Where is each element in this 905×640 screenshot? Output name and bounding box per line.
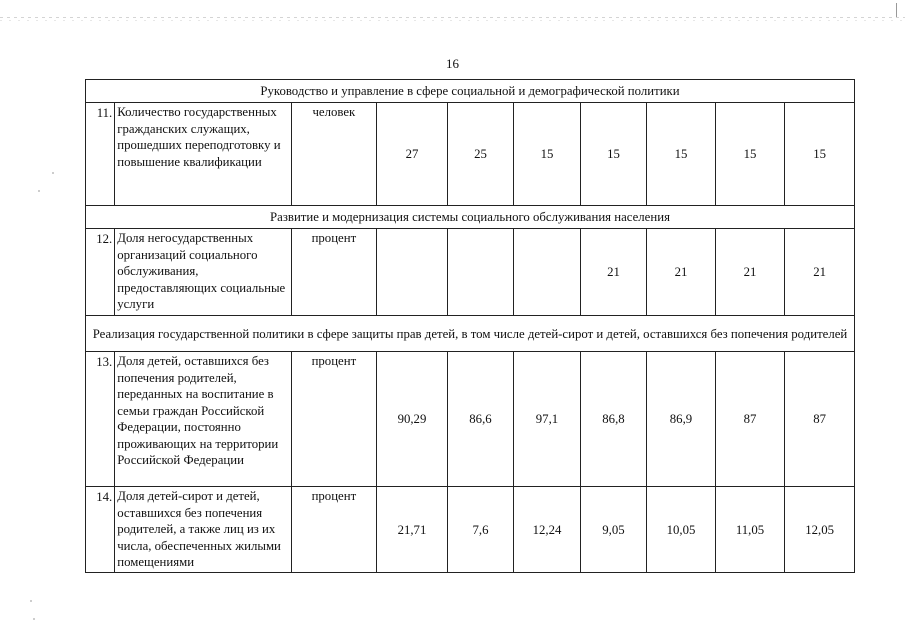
value-cell: 12,05 xyxy=(785,487,855,573)
value-cell: 7,6 xyxy=(447,487,514,573)
row-number: 13. xyxy=(86,352,115,487)
indicator-name: Доля детей-сирот и детей, оставшихся без попечения родителей, а также лиц из их числа, обеспеченных жилыми помещениями xyxy=(115,487,291,573)
indicators-table xyxy=(85,79,855,573)
indicator-name: Количество государственных гражданских служащих, прошедших переподготовку и повышение квалификации xyxy=(115,103,291,206)
value-cell xyxy=(447,229,514,316)
section-title: Развитие и модернизация системы социального обслуживания населения xyxy=(86,206,855,229)
unit-cell: процент xyxy=(291,352,377,487)
value-cell: 11,05 xyxy=(715,487,785,573)
scan-artifact-mark xyxy=(896,3,897,17)
value-cell: 97,1 xyxy=(514,352,581,487)
value-cell: 86,8 xyxy=(580,352,647,487)
value-cell: 15 xyxy=(647,103,716,206)
unit-cell: процент xyxy=(291,229,377,316)
value-cell: 25 xyxy=(447,103,514,206)
value-cell xyxy=(377,229,448,316)
table-row xyxy=(86,352,855,487)
unit-cell: человек xyxy=(291,103,377,206)
scan-artifact-line xyxy=(0,20,905,21)
scan-speck xyxy=(30,600,32,602)
value-cell: 9,05 xyxy=(580,487,647,573)
row-number: 12. xyxy=(86,229,115,316)
table-row xyxy=(86,487,855,573)
value-cell: 21 xyxy=(647,229,716,316)
value-cell: 21 xyxy=(715,229,785,316)
value-cell: 21,71 xyxy=(377,487,448,573)
indicator-name: Доля негосударственных организаций социального обслуживания, предоставляющих социальные услуги xyxy=(115,229,291,316)
value-cell: 27 xyxy=(377,103,448,206)
value-cell: 86,6 xyxy=(447,352,514,487)
value-cell: 15 xyxy=(580,103,647,206)
value-cell: 10,05 xyxy=(647,487,716,573)
scan-speck xyxy=(52,172,54,174)
section-header-row xyxy=(86,316,855,352)
scan-speck xyxy=(38,190,40,192)
page-number: 16 xyxy=(446,56,459,71)
value-cell: 21 xyxy=(580,229,647,316)
value-cell: 86,9 xyxy=(647,352,716,487)
scan-artifact-line xyxy=(0,17,905,18)
indicator-name: Доля детей, оставшихся без попечения родителей, переданных на воспитание в семьи граждан Российской Федерации, постоянно проживающих на территории Российской Федерации xyxy=(115,352,291,487)
section-header-row xyxy=(86,80,855,103)
value-cell: 15 xyxy=(514,103,581,206)
row-number: 11. xyxy=(86,103,115,206)
value-cell: 15 xyxy=(785,103,855,206)
table-row xyxy=(86,229,855,316)
row-number: 14. xyxy=(86,487,115,573)
value-cell: 87 xyxy=(715,352,785,487)
value-cell: 87 xyxy=(785,352,855,487)
value-cell: 15 xyxy=(715,103,785,206)
value-cell: 21 xyxy=(785,229,855,316)
unit-cell: процент xyxy=(291,487,377,573)
section-title: Руководство и управление в сфере социальной и демографической политики xyxy=(86,80,855,103)
section-title: Реализация государственной политики в сфере защиты прав детей, в том числе детей-сирот и детей, оставшихся без попечения родителей xyxy=(86,316,855,352)
value-cell: 12,24 xyxy=(514,487,581,573)
section-header-row xyxy=(86,206,855,229)
value-cell: 90,29 xyxy=(377,352,448,487)
table-row xyxy=(86,103,855,206)
scan-speck xyxy=(33,618,35,620)
value-cell xyxy=(514,229,581,316)
